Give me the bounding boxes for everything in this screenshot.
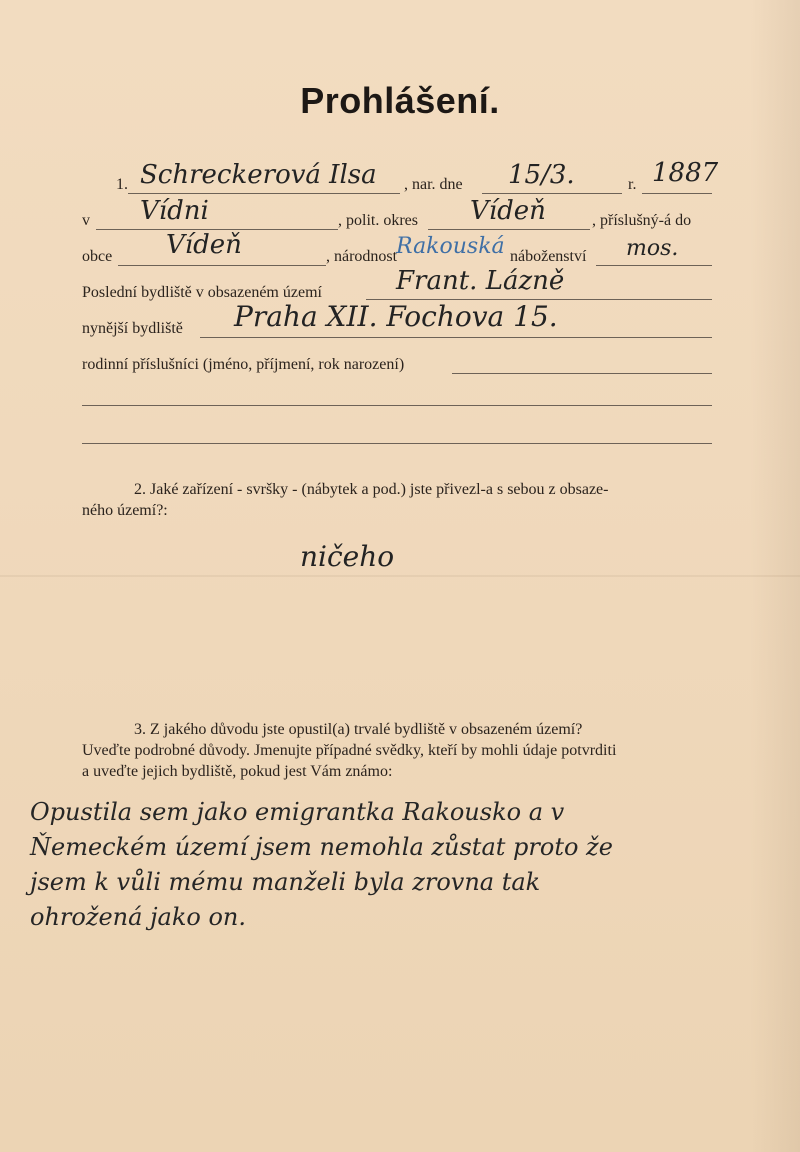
answer-line-2: Ňemeckém území jsem nemohla zůstat proto že <box>30 833 613 861</box>
religion-handwritten: mos. <box>626 236 679 261</box>
question2-answer-handwritten: ničeho <box>300 540 395 573</box>
place-handwritten: Vídni <box>140 196 209 226</box>
document-title: Prohlášení. <box>300 80 500 121</box>
name-line <box>128 193 400 194</box>
question3-answer-handwritten <box>30 795 770 935</box>
question3-line2: Uveďte podrobné důvody. Jmenujte případné svědky, kteří by mohli údaje potvrditi <box>82 742 617 759</box>
question2 <box>82 479 722 521</box>
municipality-line <box>118 265 326 266</box>
year-label: r. <box>628 176 637 193</box>
last-residence-label: Poslední bydliště v obsazeném území <box>82 284 322 301</box>
religion-line <box>596 265 712 266</box>
question3 <box>82 719 722 782</box>
family-line-1 <box>452 373 712 374</box>
answer-line-1: Opustila sem jako emigrantka Rakousko a v <box>30 798 565 826</box>
current-residence-label: nynější bydliště <box>82 320 183 337</box>
municipality-handwritten: Vídeň <box>166 230 242 260</box>
family-line-2 <box>82 405 712 406</box>
birth-label: , nar. dne <box>404 176 463 193</box>
question2-line1: 2. Jaké zařízení - svršky - (nábytek a pod.) jste přivezl-a s sebou z obsaze- <box>134 481 609 498</box>
religion-label: náboženství <box>510 248 587 265</box>
nationality-handwritten: Rakouská <box>396 234 505 259</box>
belonging-label: , příslušný-á do <box>592 212 692 229</box>
district-label: , polit. okres <box>338 212 418 229</box>
birth-date-line <box>482 193 622 194</box>
answer-line-4: ohrožená jako on. <box>30 903 246 931</box>
last-residence-handwritten: Frant. Lázně <box>396 266 565 296</box>
municipality-label: obce <box>82 248 113 265</box>
item1-number: 1. <box>116 176 128 193</box>
current-residence-line <box>200 337 712 338</box>
district-line <box>428 229 590 230</box>
question2-line2: ného území?: <box>82 502 168 519</box>
family-label: rodinní příslušníci (jméno, příjmení, rok narození) <box>82 356 405 373</box>
birth-date-handwritten: 15/3. <box>508 160 575 190</box>
family-line-3 <box>82 443 712 444</box>
birth-year-handwritten: 1887 <box>652 158 719 188</box>
paper-fold <box>0 575 800 577</box>
year-line <box>642 193 712 194</box>
district-handwritten: Vídeň <box>470 196 546 226</box>
question3-line1: 3. Z jakého důvodu jste opustil(a) trvalé bydliště v obsazeném území? <box>134 721 583 738</box>
place-label: v <box>82 212 90 229</box>
nationality-label: , národnost <box>326 248 398 265</box>
question3-line3: a uveďte jejich bydliště, pokud jest Vám známo: <box>82 763 393 780</box>
answer-line-3: jsem k vůli mému manželi byla zrovna tak <box>30 868 541 896</box>
current-residence-handwritten: Praha XII. Fochova 15. <box>234 300 558 333</box>
name-handwritten: Schreckerová Ilsa <box>140 160 377 190</box>
